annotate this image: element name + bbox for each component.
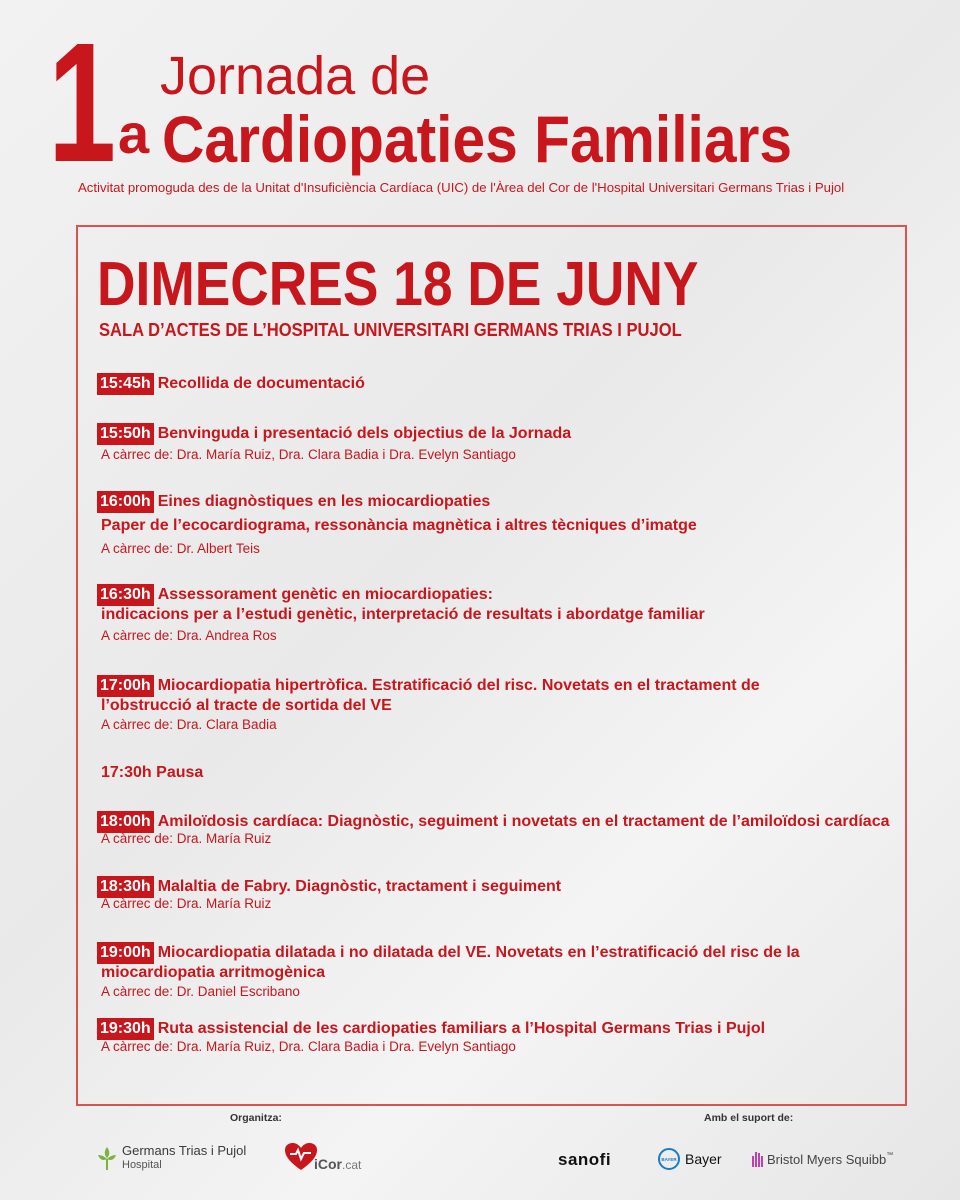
- time-badge: 16:00h: [97, 491, 154, 513]
- session-speaker: A càrrec de: Dra. María Ruiz: [101, 896, 272, 911]
- event-day: DIMECRES 18 DE JUNY: [97, 250, 699, 319]
- session-speaker: A càrrec de: Dr. Daniel Escribano: [101, 984, 300, 999]
- session-speaker: A càrrec de: Dra. María Ruiz, Dra. Clara Badia i Dra. Evelyn Santiago: [101, 1039, 516, 1054]
- schedule-item-8: [97, 1018, 765, 1054]
- support-label: Amb el suport de:: [704, 1112, 794, 1124]
- icor-suffix: .cat: [342, 1157, 362, 1172]
- bms-hand-icon: [750, 1150, 764, 1168]
- session-title: Miocardiopatia dilatada i no dilatada del VE. Novetats en l’estratificació del risc de la: [157, 944, 800, 961]
- session-title: Ruta assistencial de les cardiopaties familiars a l’Hospital Germans Trias i Pujol: [157, 1020, 766, 1037]
- schedule-item-7: [97, 942, 800, 999]
- time-badge: 16:30h: [97, 584, 154, 606]
- title-line-2: Cardiopaties Familiars: [162, 102, 793, 176]
- session-title: Eines diagnòstiques en les miocardiopaties: [157, 493, 491, 510]
- event-venue: SALA D’ACTES DE L’HOSPITAL UNIVERSITARI GERMANS TRIAS I PUJOL: [99, 320, 682, 340]
- session-title-cont: l’obstrucció al tracte de sortida del VE: [101, 697, 392, 714]
- time-badge: 18:00h: [97, 811, 154, 833]
- schedule-item-6: [97, 876, 561, 911]
- pause-label: 17:30h Pausa: [101, 764, 204, 781]
- session-title: Miocardiopatia hipertròfica. Estratificació del risc. Novetats en el tractament de: [157, 677, 760, 694]
- session-title: Amiloïdosis cardíaca: Diagnòstic, seguiment i novetats en el tractament de l’amiloïdosi cardíaca: [157, 813, 890, 830]
- gtp-sub: Hospital: [122, 1159, 162, 1171]
- time-badge: 17:00h: [97, 675, 154, 697]
- session-speaker: A càrrec de: Dra. Clara Badia: [101, 717, 277, 732]
- bms-name: Bristol Myers Squibb: [767, 1151, 887, 1167]
- time-badge: 19:30h: [97, 1018, 154, 1040]
- session-title: Recollida de documentació: [157, 375, 365, 392]
- edition-superscript: a: [118, 102, 150, 165]
- time-badge: 15:45h: [97, 373, 154, 395]
- sanofi-name: sanofi: [558, 1150, 612, 1169]
- time-badge: 19:00h: [97, 942, 154, 964]
- time-badge: 15:50h: [97, 423, 154, 445]
- subtitle: Activitat promoguda des de la Unitat d'Insuficiència Cardíaca (UIC) de l'Àrea del Cor de l'Hospital Universitari Germans Trias i Pujol: [78, 180, 845, 195]
- session-title-cont: Paper de l’ecocardiograma, ressonància magnètica i altres tècniques d’imatge: [101, 517, 697, 534]
- edition-number: 1: [48, 8, 112, 198]
- time-badge: 18:30h: [97, 876, 154, 898]
- session-title: Malaltia de Fabry. Diagnòstic, tractament i seguiment: [157, 878, 562, 895]
- schedule-item-3: [97, 584, 705, 643]
- sanofi-logo: [558, 1150, 611, 1170]
- gtp-leaf-icon: [96, 1145, 118, 1171]
- session-title: Assessorament genètic en miocardiopaties:: [157, 586, 493, 603]
- session-speaker: A càrrec de: Dra. María Ruiz: [101, 831, 272, 846]
- germans-trias-logo: [96, 1144, 246, 1172]
- session-title-cont: indicacions per a l’estudi genètic, interpretació de resultats i abordatge familiar: [101, 606, 705, 623]
- bayer-cross-icon: BAYER: [658, 1148, 680, 1170]
- schedule-item-2: [97, 491, 697, 556]
- icor-name: iCor: [314, 1156, 342, 1172]
- gtp-name: Germans Trias i Pujol: [122, 1143, 247, 1158]
- title-line-1: Jornada de: [160, 46, 431, 106]
- bayer-logo: [658, 1148, 722, 1170]
- session-title-cont: miocardiopatia arritmogènica: [101, 964, 326, 981]
- bayer-name: Bayer: [685, 1151, 722, 1167]
- schedule-item-4: [97, 675, 760, 732]
- bms-trademark: ™: [886, 1151, 894, 1159]
- schedule-item-0: [97, 373, 365, 395]
- schedule-item-1: [97, 423, 571, 462]
- session-speaker: A càrrec de: Dr. Albert Teis: [101, 541, 260, 556]
- bms-logo: [750, 1150, 893, 1168]
- session-title: Benvinguda i presentació dels objectius de la Jornada: [157, 425, 572, 442]
- schedule-item-5: [97, 811, 889, 846]
- heart-icon: [284, 1142, 318, 1172]
- session-speaker: A càrrec de: Dra. María Ruiz, Dra. Clara Badia i Dra. Evelyn Santiago: [101, 447, 516, 462]
- organiza-label: Organitza:: [230, 1112, 282, 1124]
- icor-logo: [284, 1142, 361, 1172]
- session-speaker: A càrrec de: Dra. Andrea Ros: [101, 628, 277, 643]
